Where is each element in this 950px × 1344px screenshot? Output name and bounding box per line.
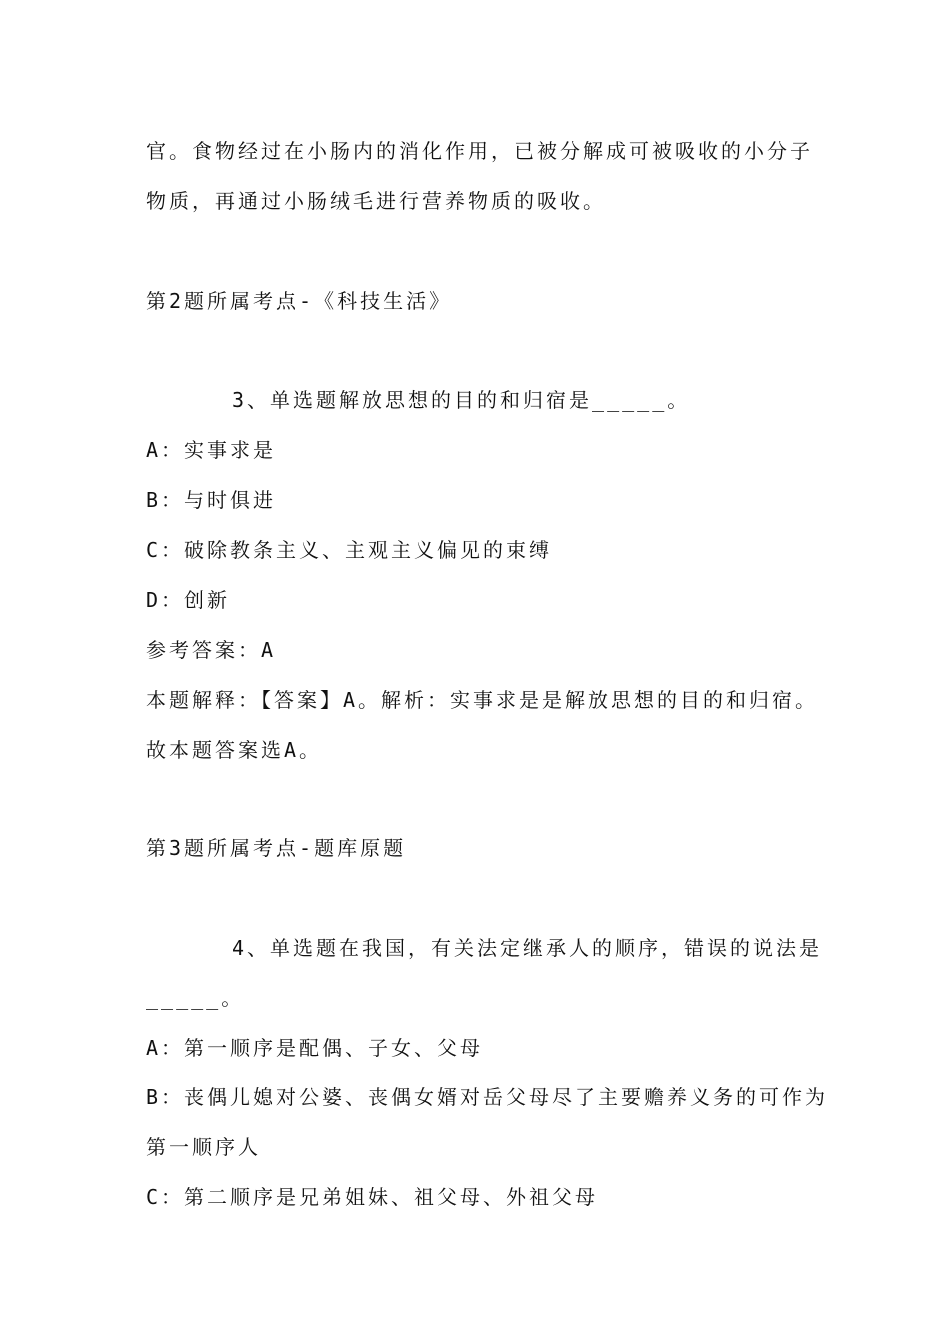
q2-explanation-line-2: 物质，再通过小肠绒毛进行营养物质的吸收。 bbox=[146, 189, 606, 213]
q3-option-c: C：破除教条主义、主观主义偏见的束缚 bbox=[146, 538, 553, 562]
q4-stem-line-2: _____。 bbox=[146, 986, 245, 1010]
q4-option-b-line-1: B：丧偶儿媳对公婆、丧偶女婿对岳父母尽了主要赡养义务的可作为 bbox=[146, 1085, 829, 1109]
q3-option-a: A：实事求是 bbox=[146, 438, 277, 462]
q3-stem: 3、单选题解放思想的目的和归宿是_____。 bbox=[232, 388, 691, 412]
q4-stem-line-1: 4、单选题在我国，有关法定继承人的顺序，错误的说法是 bbox=[232, 936, 823, 960]
q4-option-a: A：第一顺序是配偶、子女、父母 bbox=[146, 1036, 484, 1060]
q2-explanation-line-1: 官。食物经过在小肠内的消化作用，已被分解成可被吸收的小分子 bbox=[146, 139, 813, 163]
q3-explanation-line-2: 故本题答案选A。 bbox=[146, 738, 323, 762]
q3-option-d: D：创新 bbox=[146, 588, 231, 612]
q4-option-c: C：第二顺序是兄弟姐妹、祖父母、外祖父母 bbox=[146, 1185, 599, 1209]
q3-answer: 参考答案：A bbox=[146, 638, 277, 662]
q3-option-b: B：与时俱进 bbox=[146, 488, 277, 512]
q2-topic: 第2题所属考点-《科技生活》 bbox=[146, 289, 453, 313]
q3-explanation-line-1: 本题解释：【答案】A。解析：实事求是是解放思想的目的和归宿。 bbox=[146, 688, 819, 712]
q4-option-b-line-2: 第一顺序人 bbox=[146, 1135, 261, 1159]
q3-topic: 第3题所属考点-题库原题 bbox=[146, 836, 407, 860]
